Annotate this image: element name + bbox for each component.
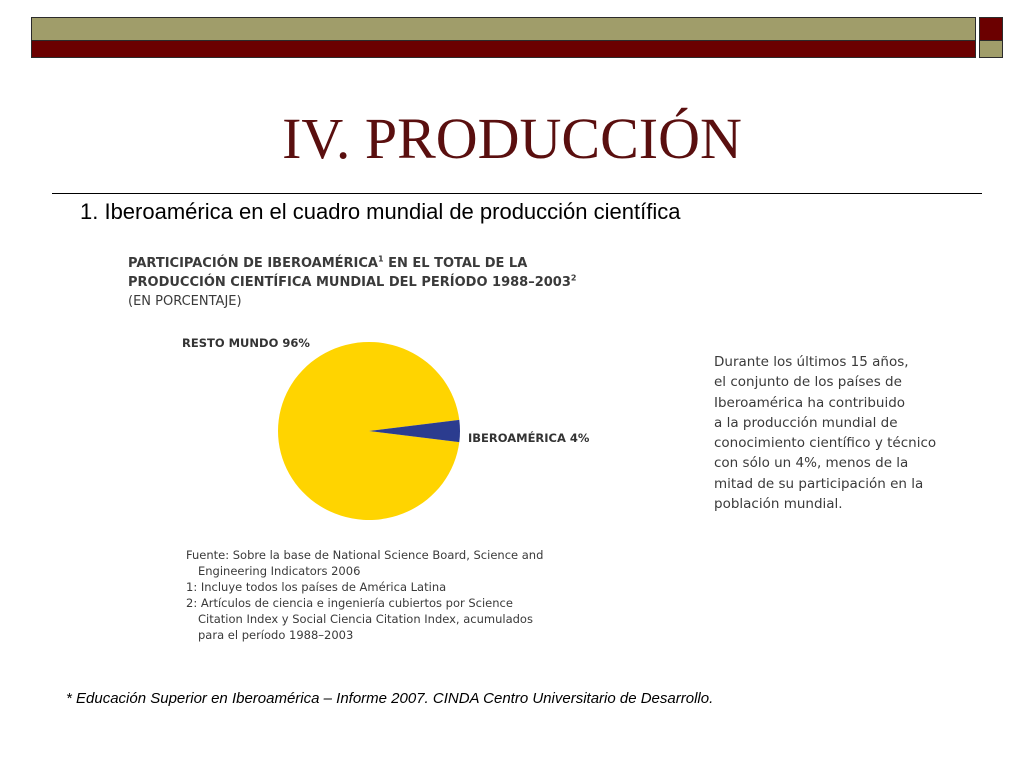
slice-label-iberoamerica: IBEROAMÉRICA 4% xyxy=(468,431,590,445)
side-text-line: conocimiento científico y técnico xyxy=(714,435,937,452)
chart-title-line-1: PARTICIPACIÓN DE IBEROAMÉRICA$^1$ EN EL TOTAL DE LA xyxy=(128,254,528,271)
side-text-line: con sólo un 4%, menos de la xyxy=(714,455,909,472)
side-text-line: el conjunto de los países de xyxy=(714,374,902,391)
side-text-line: a la producción mundial de xyxy=(714,414,898,431)
side-text-line: población mundial. xyxy=(714,496,843,513)
footer-citation: * Educación Superior en Iberoamérica – Informe 2007. CINDA Centro Universitario de Desarrollo. xyxy=(66,690,714,707)
note-line: 2: Artículos de ciencia e ingeniería cubiertos por Science xyxy=(186,596,513,610)
slide-subtitle: 1. Iberoamérica en el cuadro mundial de producción científica xyxy=(80,199,681,224)
slice-label-resto-mundo: RESTO MUNDO 96% xyxy=(182,336,310,350)
note-line: Fuente: Sobre la base de National Science Board, Science and xyxy=(186,548,544,562)
chart-source-notes xyxy=(186,547,566,643)
side-text-line: Iberoamérica ha contribuido xyxy=(714,394,906,411)
side-text-line: mitad de su participación en la xyxy=(714,475,924,492)
note-line: 1: Incluye todos los países de América Latina xyxy=(186,580,447,594)
note-line: Citation Index y Social Ciencia Citation Index, acumulados xyxy=(198,612,533,626)
note-line: Engineering Indicators 2006 xyxy=(198,564,361,578)
side-description xyxy=(714,352,954,514)
note-line: para el período 1988–2003 xyxy=(198,628,354,642)
side-text-line: Durante los últimos 15 años, xyxy=(714,354,909,370)
chart-unit-label: (EN PORCENTAJE) xyxy=(128,294,242,309)
slide-title: IV. PRODUCCIÓN xyxy=(282,106,742,171)
chart-title-line-2: PRODUCCIÓN CIENTÍFICA MUNDIAL DEL PERÍODO 1988–2003$^2$ xyxy=(128,273,577,290)
